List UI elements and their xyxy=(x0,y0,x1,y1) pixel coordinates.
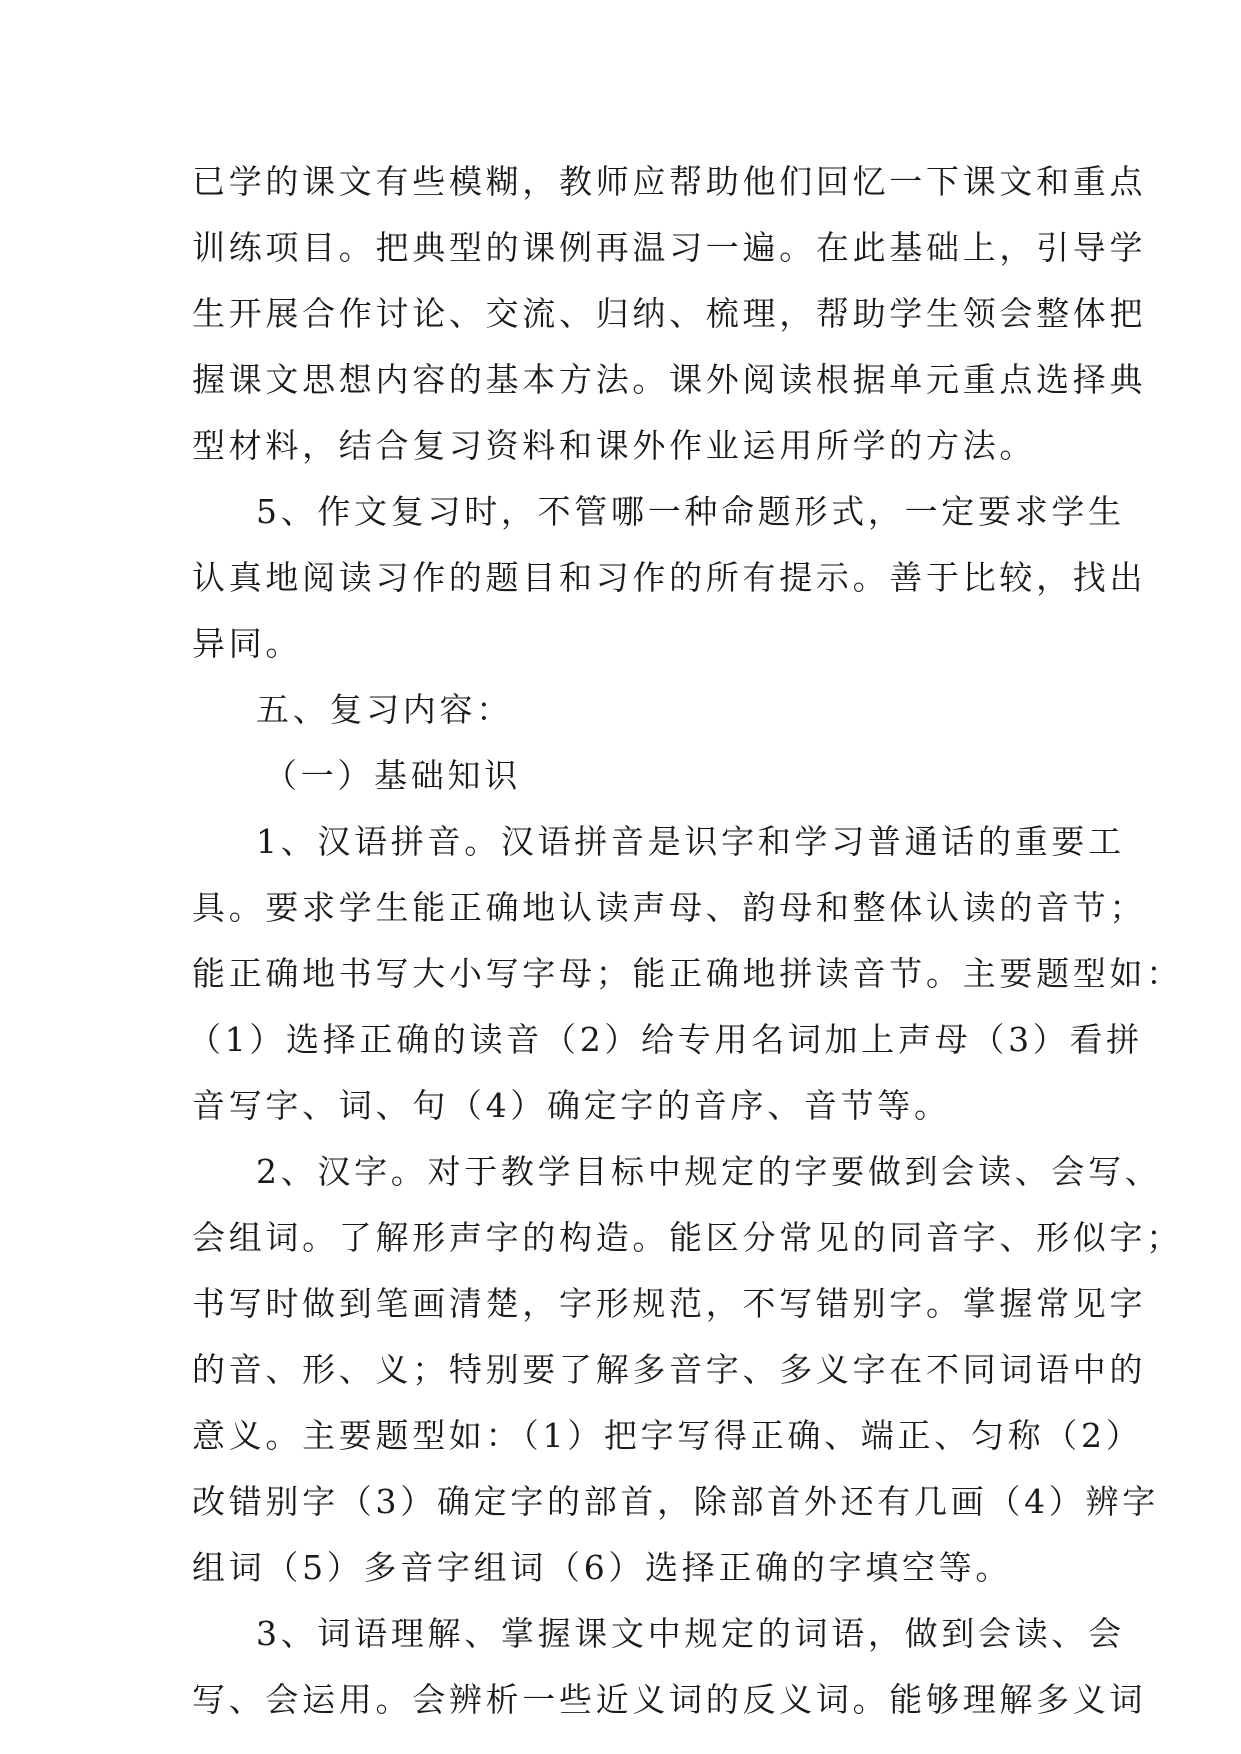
paragraph-start: 2、汉字。对于教学目标中规定的字要做到会读、会写、 xyxy=(256,1152,1162,1191)
text-line: 生开展合作讨论、交流、归纳、梳理，帮助学生领会整体把 xyxy=(192,294,1147,333)
paragraph-start: 5、作文复习时，不管哪一种命题形式，一定要求学生 xyxy=(256,492,1125,531)
text-line: 音写字、词、句（4）确定字的音序、音节等。 xyxy=(192,1086,951,1125)
section-heading: 五、复习内容： xyxy=(256,690,513,729)
text-line: 改错别字（3）确定字的部首，除部首外还有几画（4）辨字 xyxy=(192,1482,1159,1521)
text-line: 具。要求学生能正确地认读声母、韵母和整体认读的音节； xyxy=(192,888,1147,927)
text-line: 异同。 xyxy=(192,624,303,663)
text-line: 训练项目。把典型的课例再温习一遍。在此基础上，引导学 xyxy=(192,228,1147,267)
text-line: 已学的课文有些模糊，教师应帮助他们回忆一下课文和重点 xyxy=(192,162,1147,201)
text-line: 握课文思想内容的基本方法。课外阅读根据单元重点选择典 xyxy=(192,360,1147,399)
text-line: 的音、形、义；特别要了解多音字、多义字在不同词语中的 xyxy=(192,1350,1147,1389)
text-line: 会组词。了解形声字的构造。能区分常见的同音字、形似字； xyxy=(192,1218,1183,1257)
text-line: 写、会运用。会辨析一些近义词的反义词。能够理解多义词 xyxy=(192,1680,1147,1719)
text-line: 能正确地书写大小写字母；能正确地拼读音节。主要题型如： xyxy=(192,954,1183,993)
text-line: 意义。主要题型如：（1）把字写得正确、端正、匀称（2） xyxy=(192,1416,1143,1455)
text-line: （1）选择正确的读音（2）给专用名词加上声母（3）看拼 xyxy=(188,1020,1143,1059)
paragraph-start: 3、词语理解、掌握课文中规定的词语，做到会读、会 xyxy=(256,1614,1125,1653)
paragraph-start: 1、汉语拼音。汉语拼音是识字和学习普通话的重要工 xyxy=(256,822,1125,861)
subsection-heading: （一）基础知识 xyxy=(264,756,521,795)
text-line: 书写时做到笔画清楚，字形规范，不写错别字。掌握常见字 xyxy=(192,1284,1147,1323)
text-line: 组词（5）多音字组词（6）选择正确的字填空等。 xyxy=(192,1548,1013,1587)
text-line: 认真地阅读习作的题目和习作的所有提示。善于比较，找出 xyxy=(192,558,1147,597)
text-line: 型材料，结合复习资料和课外作业运用所学的方法。 xyxy=(192,426,1037,465)
